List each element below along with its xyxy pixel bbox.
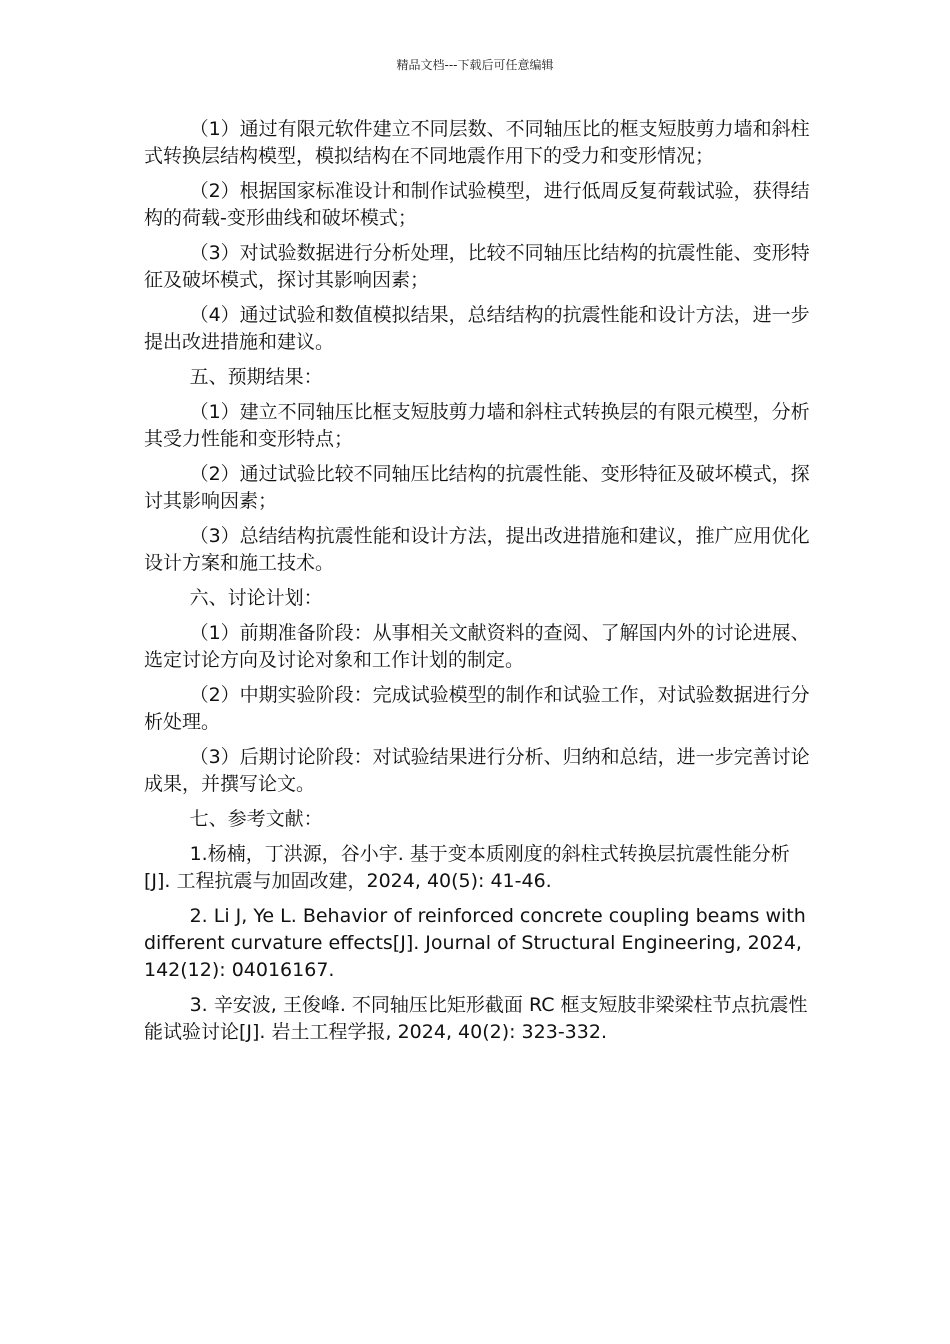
page-header: 精品文档---下载后可任意编辑 [396,58,554,72]
references-heading: 七、参考文献： [189,808,323,830]
discussion-plan-item-3: （3）后期讨论阶段：对试验结果进行分析、归纳和总结，进一步完善讨论成果，并撰写论文。 [144,746,810,795]
discussion-plan-item-1: （1）前期准备阶段：从事相关文献资料的查阅、了解国内外的讨论进展、选定讨论方向及讨论对象和工作计划的制定。 [144,622,810,671]
method-item-3: （3）对试验数据进行分析处理，比较不同轴压比结构的抗震性能、变形特征及破坏模式，探讨其影响因素； [144,242,810,291]
discussion-plan-heading: 六、讨论计划： [189,587,323,609]
expected-results-heading: 五、预期结果： [189,366,323,388]
reference-item-1: 1.杨楠，丁洪源，谷小宇. 基于变本质刚度的斜柱式转换层抗震性能分析[J]. 工程抗震与加固改建，2024, 40(5): 41-46. [144,843,790,892]
method-item-1: （1）通过有限元软件建立不同层数、不同轴压比的框支短肢剪力墙和斜柱式转换层结构模型，模拟结构在不同地震作用下的受力和变形情况； [144,118,810,167]
method-item-2: （2）根据国家标准设计和制作试验模型，进行低周反复荷载试验，获得结构的荷载-变形曲线和破坏模式； [144,180,810,229]
method-item-4: （4）通过试验和数值模拟结果，总结结构的抗震性能和设计方法，进一步提出改进措施和建议。 [144,304,810,353]
reference-item-2: 2. Li J, Ye L. Behavior of reinforced concrete coupling beams with different curvature effects[J]. Journal of Structural Engineering, 2024, 142(12): 04016167. [144,905,806,981]
expected-result-item-1: （1）建立不同轴压比框支短肢剪力墙和斜柱式转换层的有限元模型，分析其受力性能和变形特点； [144,401,810,450]
discussion-plan-item-2: （2）中期实验阶段：完成试验模型的制作和试验工作，对试验数据进行分析处理。 [144,684,810,733]
expected-result-item-3: （3）总结结构抗震性能和设计方法，提出改进措施和建议，推广应用优化设计方案和施工技术。 [144,525,810,574]
reference-item-3: 3. 辛安波, 王俊峰. 不同轴压比矩形截面 RC 框支短肢非梁梁柱节点抗震性能试验讨论[J]. 岩土工程学报, 2024, 40(2): 323-332. [144,994,808,1043]
document-body [144,116,814,1054]
expected-result-item-2: （2）通过试验比较不同轴压比结构的抗震性能、变形特征及破坏模式，探讨其影响因素； [144,463,810,512]
